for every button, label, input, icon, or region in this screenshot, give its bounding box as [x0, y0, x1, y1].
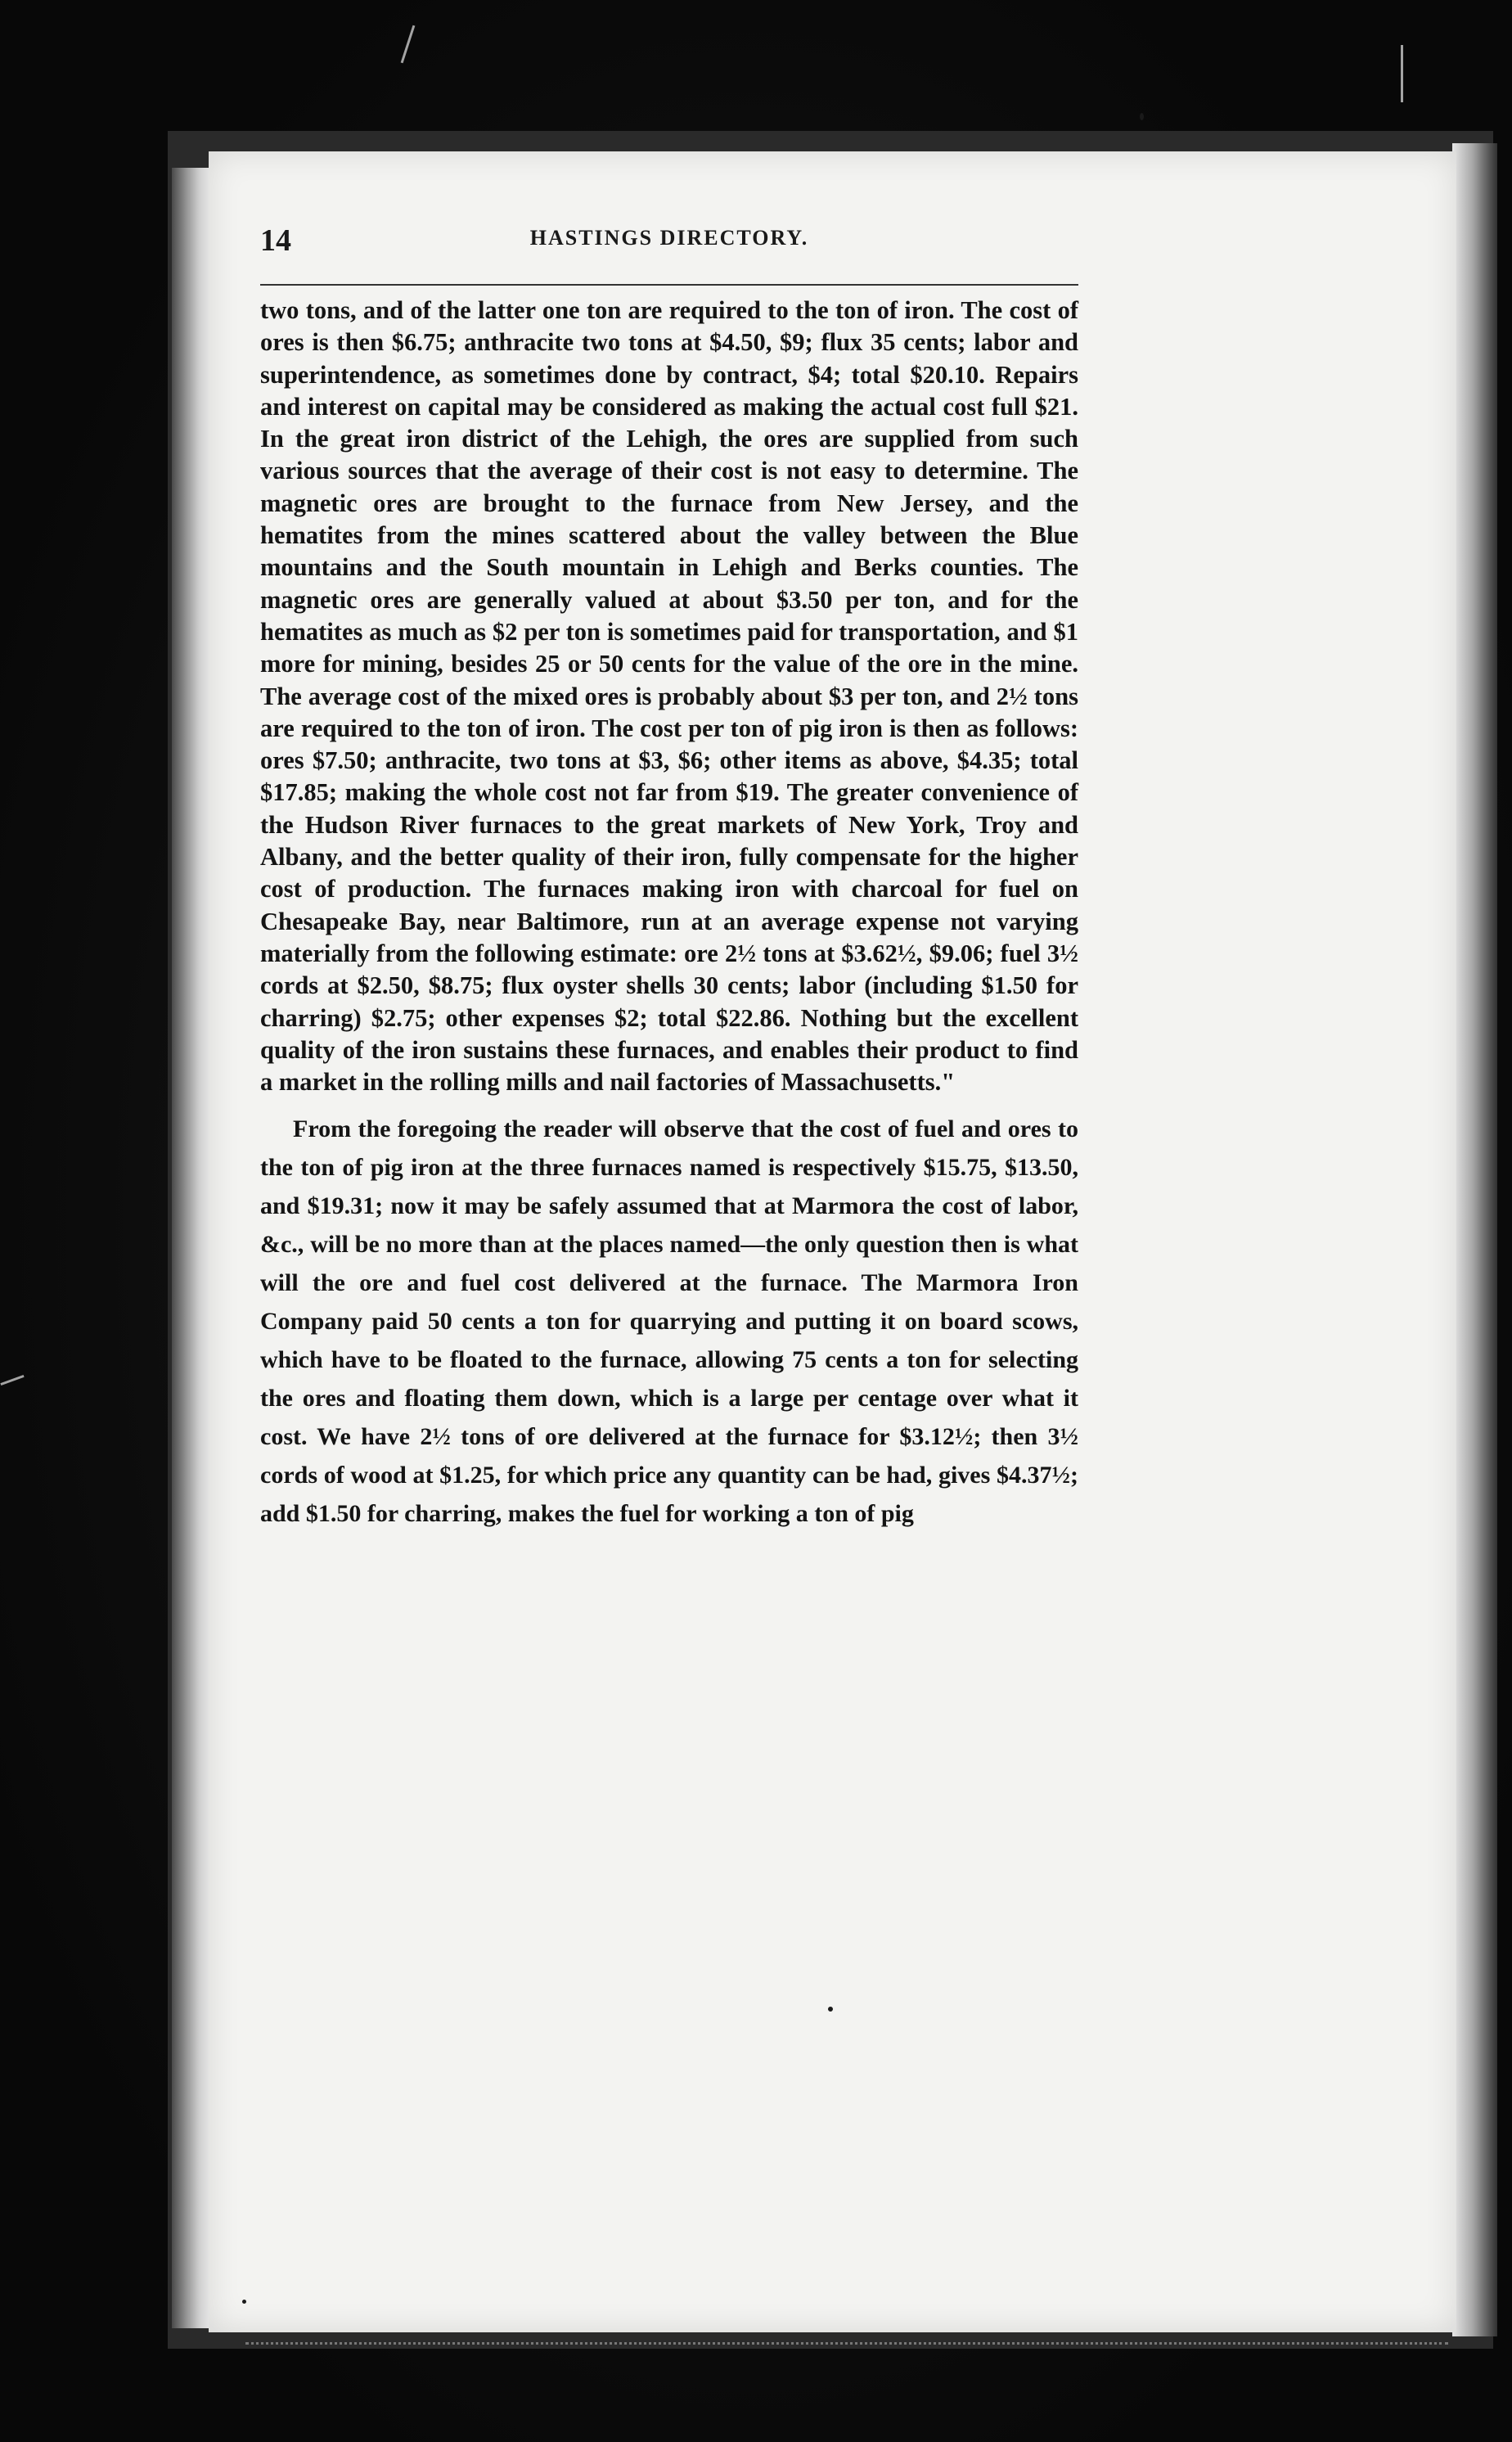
right-page-edge	[1452, 143, 1497, 2336]
film-scratch	[1401, 45, 1403, 102]
header-rule	[260, 284, 1078, 286]
page-header	[260, 223, 1078, 264]
running-head: HASTINGS DIRECTORY.	[529, 226, 809, 250]
page-bottom-edge	[245, 2342, 1448, 2345]
ink-speck	[828, 2007, 833, 2012]
ink-speck	[1140, 113, 1144, 120]
ink-speck	[242, 2300, 246, 2304]
left-page-edge	[172, 168, 211, 2328]
page-number: 14	[260, 223, 291, 258]
quoted-paragraph: two tons, and of the latter one ton are required to the ton of iron. The cost of ores is then $6.75; anthracite two tons at $4.50, $9; flux 35 cents; labor and superintendence, as sometimes done by contract, $4; total $20.10. Repairs and interest on capital may be considered as making the actual cost full $21. In the great iron district of the Lehigh, the ores are supplied from such various sources that the average of their cost is not easy to determine. The magnetic ores are brought to the furnace from New Jersey, and the hematites from the mines scattered about the valley between the Blue mountains and the South mountain in Lehigh and Berks counties. The magnetic ores are generally valued at about $3.50 per ton, and for the hematites as much as $2 per ton is sometimes paid for transportation, and $1 more for mining, besides 25 or 50 cents for the value of the ore in the mine. The average cost of the mixed ores is probably about $3 per ton, and 2½ tons are required to the ton of iron. The cost per ton of pig iron is then as follows: ores $7.50; anthracite, two tons at $3, $6; other items as above, $4.35; total $17.85; making the whole cost not far from $19. The greater convenience of the Hudson River furnaces to the great markets of New York, Troy and Albany, and the better quality of their iron, fully compensate for the higher cost of production. The furnaces making iron with charcoal for fuel on Chesapeake Bay, near Baltimore, run at an average expense not varying materially from the following estimate: ore 2½ tons at $3.62½, $9.06; fuel 3½ cords at $2.50, $8.75; flux oyster shells 30 cents; labor (including $1.50 for charring) $2.75; other expenses $2; total $22.86. Nothing but the excellent quality of the iron sustains these furnaces, and enables their product to find a market in the rolling mills and nail factories of Massachusetts."	[260, 296, 1078, 1097]
body-paragraph: From the foregoing the reader will observe that the cost of fuel and ores to the ton of pig iron at the three furnaces named is respectively $15.75, $13.50, and $19.31; now it may be safely assumed that at Marmora the cost of labor, &c., will be no more than at the places named—the only question then is what will the ore and fuel cost delivered at the furnace. The Marmora Iron Company paid 50 cents a ton for quarrying and putting it on board scows, which have to be floated to the furnace, allowing 75 cents a ton for selecting the ores and floating them down, which is a large per centage over what it cost. We have 2½ tons of ore delivered at the furnace for $3.12½; then 3½ cords of wood at $1.25, for which price any quantity can be had, gives $4.37½; add $1.50 for charring, makes the fuel for working a ton of pig	[260, 1115, 1078, 1528]
page-text	[260, 295, 1078, 1533]
